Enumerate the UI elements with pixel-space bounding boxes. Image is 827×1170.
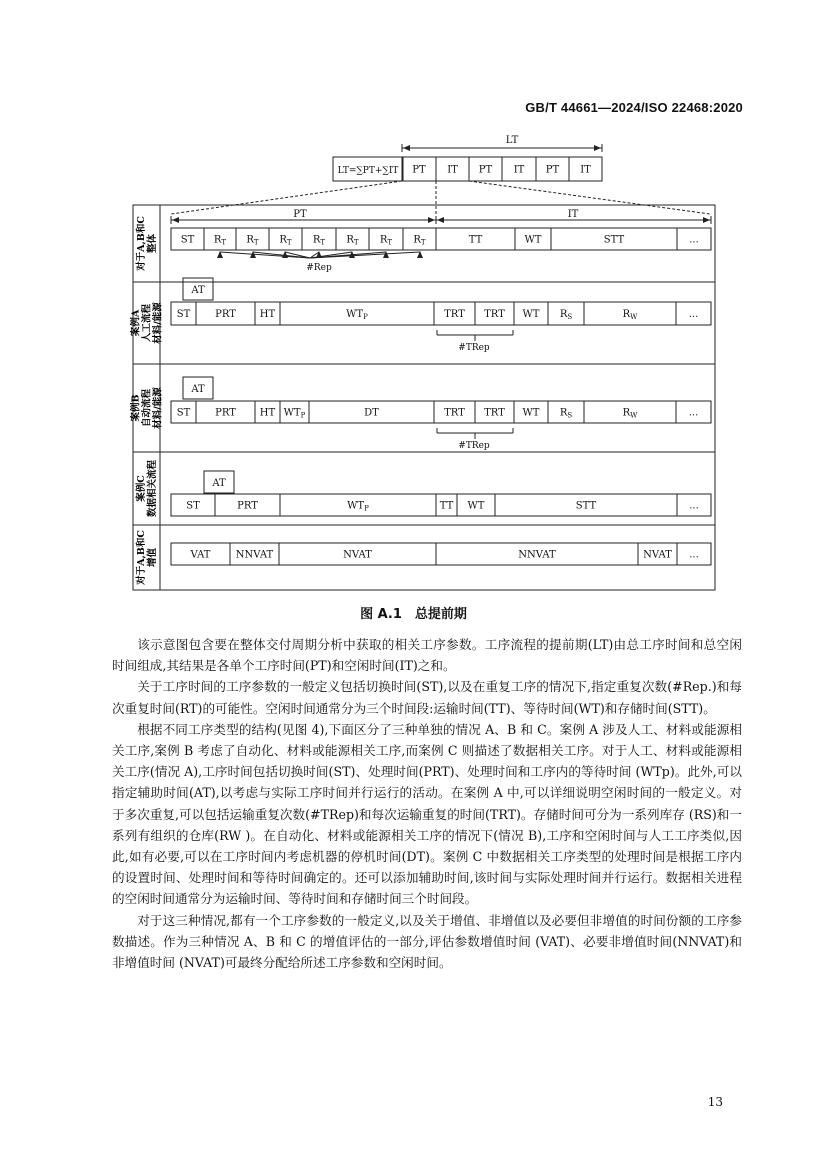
row1-cell-rt: $R_T$	[413, 234, 426, 247]
row-label-4-line: 数据相关流程	[147, 459, 158, 518]
row4-cell-stt: STT	[575, 500, 597, 512]
row2-cell-prt: PRT	[215, 309, 236, 320]
row1-cell-rt: $R_T$	[379, 234, 393, 247]
it-arrow-right	[703, 217, 710, 223]
row5-cell-nvat: NVAT	[343, 549, 372, 561]
row2-cell-rw: $R_W$	[622, 309, 638, 321]
row5-cell-vat: VAT	[190, 549, 211, 561]
top-cell-it: IT	[447, 164, 458, 176]
lt-arrow-left	[403, 145, 410, 151]
row-label-2	[130, 302, 164, 344]
row-label-1-line: 对于A,B和C	[136, 216, 147, 271]
lt-label: LT	[505, 135, 519, 146]
row1-cell-rt: $R_T$	[213, 234, 227, 247]
rep-arrow-line-7	[310, 252, 420, 258]
row-label-3-line: 材料/能源	[152, 387, 164, 429]
row5-cell-nvat: NVAT	[643, 549, 672, 561]
it-span-label: IT	[567, 209, 579, 220]
row2-cell-trt: TRT	[484, 309, 505, 320]
paragraph-3: 根据不同工序类型的结构(见图 4),下面区分了三种单独的情况 A、B 和 C。案例 A 涉及人工、材料或能源相关工序,案例 B 考虑了自动化、材料或能源相关工序,而案例 C 则描述了数据相关工序。对于人工、材料或能源相关工序(情况 A),工序时间包括切换时间(ST)、处理时间(PRT)、处理时间和工序内的等待时间 (WTp)。此外,可以指定辅助时间(AT),以考虑与实际工序时间并行运行的活动。在案例 A 中,可以详细说明空闲时间的一般定义。对于多次重复,可以包括运输重复次数(#TRep)和每次运输重复的时间(TRT)。存储时间可分为一系列库存 (RS)和一系列有组织的仓库(RW )。在自动化、材料或能源相关工序的情况下(情况 B),工序和空闲时间与人工工序类似,因此,如有必要,可以在工序时间内考虑机器的停机时间(DT)。案例 C 中数据相关工序类型的处理时间是根据工序内的设置时间、处理时间和等待时间确定的。还可以添加辅助时间,该时间与实际处理时间并行运行。数据相关进程的空闲时间通常分为运输时间、等待时间和存储时间三个时间段。	[112, 721, 742, 907]
row5-cell-nnvat: NNVAT	[518, 549, 556, 561]
row3-cell-ht: HT	[259, 407, 276, 419]
row3-cell-trt: TRT	[444, 407, 465, 419]
row2-cell-ht: HT	[259, 309, 276, 320]
body-text	[112, 634, 742, 973]
row2-cell-wtp: $WT_P$	[346, 309, 368, 321]
row4-cell-wt: WT	[467, 500, 485, 512]
row-label-2-line: 人工流程	[141, 303, 153, 343]
row-label-5-line: 对于A,B和C	[136, 530, 147, 585]
row1-cell-wt: WT	[524, 234, 542, 246]
row2-at: AT	[191, 285, 205, 296]
row4-cell-st: ST	[186, 500, 200, 512]
diagram-frame	[133, 205, 715, 590]
row2-cell-st: ST	[176, 309, 191, 320]
row2-cell-wt: WT	[522, 309, 540, 320]
row3-cell-rw: $R_W$	[622, 407, 638, 420]
paragraph-1: 该示意图包含要在整体交付周期分析中获取的相关工序参数。工序流程的提前期(LT)由总工序时间和总空闲时间组成,其结果是各单个工序时间(PT)和空闲时间(IT)之和。	[112, 637, 742, 674]
row4-cell-prt: PRT	[237, 500, 258, 512]
row2-cell-: ...	[688, 309, 699, 320]
rep-label: #Rep	[306, 263, 332, 273]
pt-arrow-left	[172, 217, 179, 223]
standard-header: GB/T 44661—2024/ISO 22468:2020	[525, 100, 743, 115]
row-label-5-line: 增值	[147, 547, 158, 568]
top-cell-it: IT	[513, 164, 525, 176]
row-label-3	[130, 387, 164, 429]
top-cell-pt: PT	[545, 164, 560, 176]
row4-at: AT	[212, 478, 226, 489]
paragraph-4: 对于这三种情况,都有一个工序参数的一般定义,以及关于增值、非增值以及必要但非增值的时间份额的工序参数描述。作为三种情况 A、B 和 C 的增值评估的一部分,评估参数增值时间 (VAT)、必要非增值时间(NNVAT)和非增值时间 (NVAT)可最终分配给所述工序参数和空闲时间。	[112, 912, 742, 971]
top-cell-pt: PT	[478, 164, 493, 176]
row3-cell-: ...	[688, 407, 699, 419]
row-label-1-line: 整体	[147, 233, 158, 254]
row4-cell-tt: TT	[439, 500, 454, 512]
row1-cell-: ...	[689, 234, 699, 246]
row2-cell-rs: $R_S$	[559, 309, 573, 321]
row5-cell-: ...	[689, 549, 699, 561]
row3-cell-wt: WT	[522, 407, 540, 419]
row-label-1	[135, 216, 158, 272]
page-number: 13	[707, 1095, 723, 1109]
row3-cell-trt: TRT	[484, 407, 505, 419]
row-label-4-line: 案例C	[136, 475, 147, 502]
row1-cell-stt: STT	[603, 234, 625, 246]
row1-cell-rt: $R_T$	[346, 234, 359, 247]
row-label-3-line: 案例B	[130, 394, 142, 422]
figure-caption: 图 A.1 总提前期	[360, 607, 467, 622]
row3-cell-wtp: $WT_P$	[283, 407, 306, 420]
pt-span-label: PT	[293, 209, 307, 220]
top-cell-it: IT	[580, 164, 591, 176]
row1-cell-st: ST	[180, 234, 195, 246]
row3-cell-st: ST	[176, 407, 191, 419]
row2-cell-trt: TRT	[444, 309, 465, 320]
row3-cell-dt: DT	[364, 407, 379, 419]
row-label-2-line: 案例A	[130, 309, 142, 337]
top-cell-pt: PT	[412, 164, 426, 176]
row5-cell-nnvat: NNVAT	[235, 549, 274, 561]
row3-at: AT	[191, 384, 205, 395]
row2-trep-label: #TRep	[458, 343, 490, 353]
row-label-4	[135, 460, 158, 518]
row1-cell-rt: $R_T$	[279, 234, 292, 247]
dashed-link-left	[171, 181, 402, 214]
row1-cell-rt: $R_T$	[312, 234, 326, 247]
row4-cell-wtp: $WT_P$	[347, 500, 369, 513]
lt-arrow-right	[594, 145, 601, 151]
lt-formula: LT=∑PT+∑IT	[337, 166, 399, 176]
row3-trep-label: #TRep	[458, 441, 490, 451]
it-arrow-left	[437, 217, 444, 223]
row-label-3-line: 自动流程	[141, 388, 153, 428]
row-label-5	[135, 530, 158, 586]
row1-cell-rt: $R_T$	[246, 234, 259, 247]
pt-arrow-right	[428, 217, 435, 223]
row3-cell-prt: PRT	[215, 407, 236, 419]
dashed-link-right	[469, 181, 710, 214]
row-label-2-line: 材料/能源	[152, 302, 164, 344]
row3-cell-rs: $R_S$	[559, 407, 573, 420]
row1-cell-tt: TT	[468, 234, 483, 246]
row4-cell-: ...	[689, 500, 699, 512]
paragraph-2: 关于工序时间的工序参数的一般定义包括切换时间(ST),以及在重复工序的情况下,指定重复次数(#Rep.)和每次重复时间(RT)的可能性。空闲时间通常分为三个时间段:运输时间(TT)、等待时间(WT)和存储时间(STT)。	[112, 679, 742, 716]
